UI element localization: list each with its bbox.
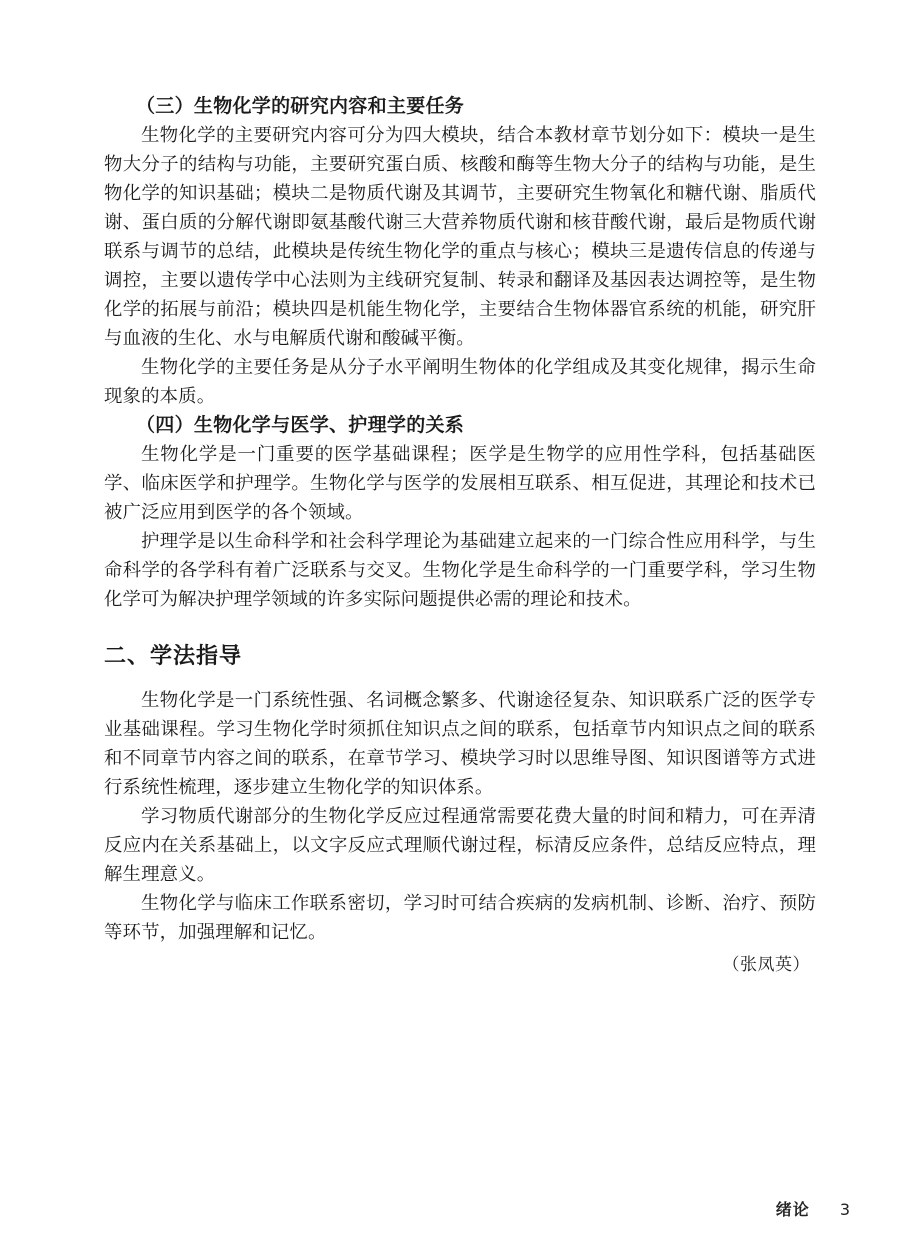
paragraph: 生物化学是一门重要的医学基础课程；医学是生物学的应用性学科，包括基础医学、临床医学和护理学。生物化学与医学的发展相互联系、相互促进，其理论和技术已被广泛应用到医学的各个领域。 (104, 444, 816, 523)
paragraph: 生物化学与临床工作联系密切，学习时可结合疾病的发病机制、诊断、治疗、预防等环节，加强理解和记忆。 (104, 893, 816, 943)
paragraph: 学习物质代谢部分的生物化学反应过程通常需要花费大量的时间和精力，可在弄清反应内在关系基础上，以文字反应式理顺代谢过程，标清反应条件，总结反应特点，理解生理意义。 (104, 806, 816, 885)
paragraph: 护理学是以生命科学和社会科学理论为基础建立起来的一门综合性应用科学，与生命科学的各学科有着广泛联系与交叉。生物化学是生命科学的一门重要学科，学习生物化学可为解决护理学领域的许多实际问题提供必需的理论和技术。 (104, 531, 816, 610)
section-title: 二、学法指导 (104, 644, 243, 669)
footer-chapter-title: 绪论 (775, 1200, 810, 1219)
paragraph: 生物化学的主要研究内容可分为四大模块，结合本教材章节划分如下：模块一是生物大分子的结构与功能，主要研究蛋白质、核酸和酶等生物大分子的结构与功能，是生物化学的知识基础；模块二是物质代谢及其调节，主要研究生物氧化和糖代谢、脂质代谢、蛋白质的分解代谢即氨基酸代谢三大营养物质代谢和核苷酸代谢，最后是物质代谢联系与调节的总结，此模块是传统生物化学的重点与核心；模块三是遗传信息的传递与调控，主要以遗传学中心法则为主线研究复制、转录和翻译及基因表达调控等，是生物化学的拓展与前沿；模块四是机能生物化学，主要结合生物体器官系统的机能，研究肝与血液的生化、水与电解质代谢和酸碱平衡。 (104, 125, 816, 349)
author-credit: （张凤英） (722, 955, 810, 975)
page-footer (776, 1197, 850, 1220)
paragraph: 生物化学是一门系统性强、名词概念繁多、代谢途径复杂、知识联系广泛的医学专业基础课程。学习生物化学时须抓住知识点之间的联系，包括章节内知识点之间的联系和不同章节内容之间的联系，在章节学习、模块学习时以思维导图、知识图谱等方式进行系统性梳理，逐步建立生物化学的知识体系。 (104, 690, 816, 798)
subsection-heading-3: （三）生物化学的研究内容和主要任务 (136, 95, 465, 117)
page-content (104, 92, 816, 980)
subsection-heading-4: （四）生物化学与医学、护理学的关系 (136, 414, 465, 436)
paragraph: 生物化学的主要任务是从分子水平阐明生物体的化学组成及其变化规律，揭示生命现象的本质。 (104, 357, 816, 407)
page-number: 3 (839, 1200, 850, 1219)
